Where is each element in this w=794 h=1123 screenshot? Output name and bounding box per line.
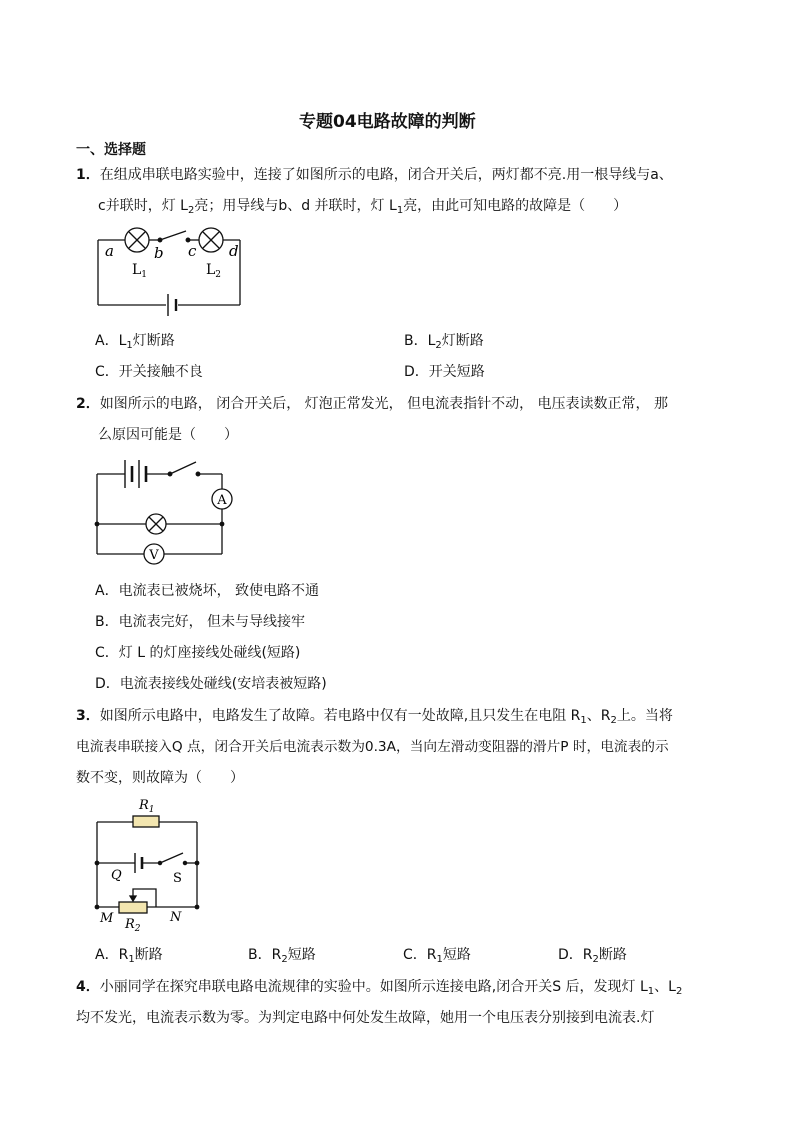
q2-option-c[interactable]: C．灯 L 的灯座接线处碰线(短路) bbox=[95, 645, 301, 661]
q3-text-1b: 、R bbox=[586, 708, 611, 724]
q1-option-d[interactable]: D．开关短路 bbox=[404, 364, 485, 380]
q1-opt-b-sub: 2 bbox=[435, 340, 442, 351]
q3-opt-b-text: B．R bbox=[248, 947, 282, 963]
q1-line-2 bbox=[98, 197, 627, 215]
q4-sub-1: 1 bbox=[647, 986, 655, 997]
q3-option-a[interactable] bbox=[95, 946, 163, 964]
q3-label-m: M bbox=[100, 911, 114, 926]
q4-number: 4． bbox=[76, 979, 100, 995]
q3-opt-a-post: 断路 bbox=[134, 947, 163, 963]
q3-opt-c-sub: 1 bbox=[436, 954, 443, 965]
q3-option-c[interactable] bbox=[403, 946, 471, 964]
q3-opt-a-text: A．R bbox=[95, 947, 129, 963]
q3-circuit-figure bbox=[90, 795, 210, 935]
q1-opt-a-sub: 1 bbox=[126, 340, 133, 351]
q2-line-1 bbox=[76, 395, 668, 413]
q3-opt-b-post: 短路 bbox=[287, 947, 316, 963]
q3-text-1c: 上。当将 bbox=[616, 708, 673, 724]
q3-opt-a-sub: 1 bbox=[128, 954, 135, 965]
q4-text-1a: 小丽同学在探究串联电路电流规律的实验中。如图所示连接电路,闭合开关S 后，发现灯 L bbox=[99, 979, 648, 995]
rheostat-r2-icon bbox=[119, 902, 147, 913]
q3-opt-d-sub: 2 bbox=[592, 954, 599, 965]
q1-label-l2: L bbox=[206, 262, 216, 278]
q3-sub-1: 1 bbox=[580, 715, 587, 726]
q3-label-r1: R bbox=[139, 798, 149, 813]
q2-circuit-figure bbox=[90, 456, 236, 571]
q1-option-a[interactable] bbox=[95, 332, 175, 350]
q1-sub-1: 1 bbox=[396, 205, 404, 216]
q1-label-c: c bbox=[188, 242, 197, 260]
q1-label-l1: L bbox=[132, 262, 142, 278]
q1-option-b[interactable] bbox=[404, 332, 484, 350]
q3-label-q: Q bbox=[111, 868, 122, 883]
resistor-r1-icon bbox=[133, 816, 159, 827]
q3-option-d[interactable] bbox=[558, 946, 627, 964]
q1-label-b: b bbox=[154, 244, 164, 262]
q1-line-1 bbox=[76, 166, 673, 184]
page-title: 专题04电路故障的判断 bbox=[299, 112, 476, 132]
q1-text-2c: 亮，由此可知电路的故障是（ ） bbox=[403, 198, 628, 214]
q2-voltmeter-label: V bbox=[149, 548, 159, 563]
q2-option-b[interactable]: B．电流表完好， 但未与导线接牢 bbox=[95, 614, 306, 630]
q2-line-2: 么原因可能是（ ） bbox=[98, 427, 238, 443]
q3-opt-c-text: C．R bbox=[403, 947, 437, 963]
q3-label-r2: R bbox=[125, 917, 135, 932]
q1-opt-b-text: B．L bbox=[404, 333, 436, 349]
q3-label-n: N bbox=[170, 910, 182, 925]
q1-circuit-figure bbox=[92, 222, 252, 316]
q2-option-a[interactable]: A．电流表已被烧坏， 致使电路不通 bbox=[95, 583, 320, 599]
q3-text-1a: 如图所示电路中，电路发生了故障。若电路中仅有一处故障,且只发生在电阻 R bbox=[99, 708, 581, 724]
q4-line-1 bbox=[76, 978, 682, 996]
svg-text:L2 bbox=[206, 262, 221, 280]
q2-text-1: 如图所示的电路， 闭合开关后， 灯泡正常发光， 但电流表指针不动， 电压表读数正常， 那 bbox=[99, 396, 668, 412]
q1-opt-a-text: A．L bbox=[95, 333, 127, 349]
q3-opt-d-post: 断路 bbox=[598, 947, 627, 963]
q3-label-r2-sub: 2 bbox=[134, 924, 141, 934]
q3-opt-b-sub: 2 bbox=[281, 954, 288, 965]
q1-label-d: d bbox=[229, 242, 239, 260]
q1-opt-b-post: 灯断路 bbox=[441, 333, 484, 349]
q3-opt-d-text: D．R bbox=[558, 947, 593, 963]
q1-label-l2-sub: 2 bbox=[215, 270, 222, 280]
q3-label-r1-sub: 1 bbox=[148, 805, 155, 815]
q1-text-2b: 亮；用导线与b、d 并联时，灯 L bbox=[194, 198, 397, 214]
q3-number: 3． bbox=[76, 708, 100, 724]
svg-text:L1 bbox=[132, 262, 147, 280]
q2-number: 2． bbox=[76, 396, 100, 412]
q1-label-a: a bbox=[105, 242, 114, 260]
q2-ammeter-label: A bbox=[217, 493, 227, 508]
q1-text-2a: c并联时，灯 L bbox=[98, 198, 188, 214]
q4-text-1b: 、L bbox=[654, 979, 676, 995]
q3-line-1 bbox=[76, 707, 673, 725]
q3-label-s: S bbox=[173, 871, 182, 886]
q4-line-2: 均不发光，电流表示数为零。为判定电路中何处发生故障，她用一个电压表分别接到电流表.灯 bbox=[76, 1010, 655, 1026]
svg-text:R2 bbox=[124, 917, 141, 934]
q3-line-3: 数不变，则故障为（ ） bbox=[76, 770, 244, 786]
q3-option-b[interactable] bbox=[248, 946, 316, 964]
q1-text-1: 在组成串联电路实验中，连接了如图所示的电路，闭合开关后，两灯都不亮.用一根导线与a、 bbox=[99, 167, 673, 183]
svg-text:R1 bbox=[138, 798, 155, 815]
q1-sub-2: 2 bbox=[187, 205, 195, 216]
q1-number: 1． bbox=[76, 167, 100, 183]
q3-opt-c-post: 短路 bbox=[442, 947, 471, 963]
q1-label-l1-sub: 1 bbox=[141, 270, 148, 280]
q3-line-2: 电流表串联接入Q 点，闭合开关后电流表示数为0.3A，当向左滑动变阻器的滑片P 时，电流表的示 bbox=[76, 739, 669, 755]
q3-sub-2: 2 bbox=[610, 715, 617, 726]
q1-option-c[interactable]: C．开关接触不良 bbox=[95, 364, 203, 380]
section-heading: 一、选择题 bbox=[76, 142, 146, 158]
q4-sub-2: 2 bbox=[675, 986, 683, 997]
q1-opt-a-post: 灯断路 bbox=[132, 333, 175, 349]
q2-option-d[interactable]: D．电流表接线处碰线(安培表被短路) bbox=[95, 676, 327, 692]
